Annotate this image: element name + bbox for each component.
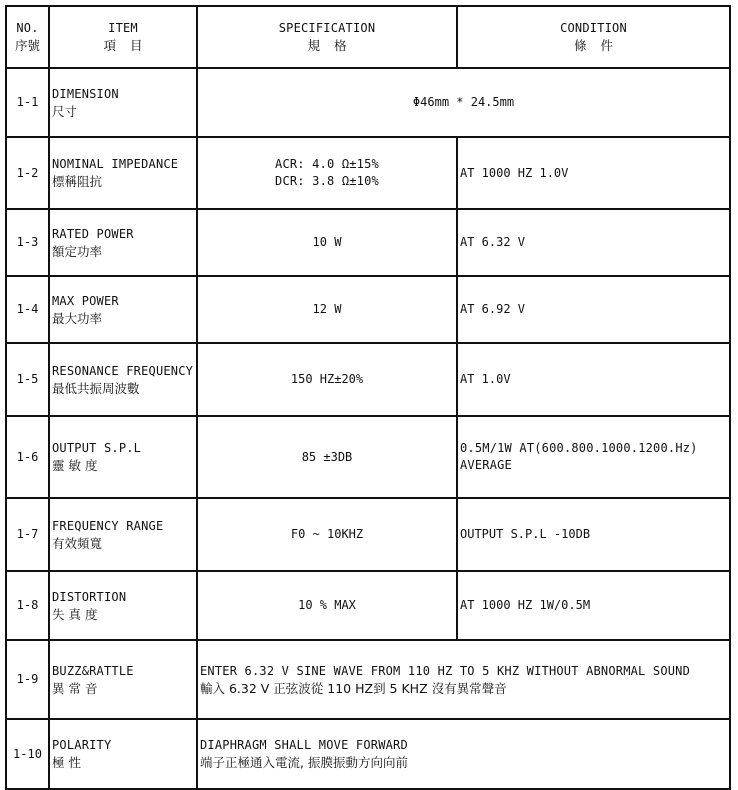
item-cell: [49, 68, 197, 137]
spec-value: 10 W: [197, 209, 457, 276]
header-no-en: NO.: [16, 21, 39, 35]
table-row: [6, 416, 730, 498]
item-en: RATED POWER: [52, 226, 134, 241]
table-row: [6, 719, 730, 789]
description-cell: [197, 640, 730, 719]
condition-value: [457, 416, 730, 498]
item-en: OUTPUT S.P.L: [52, 441, 142, 455]
spec-value: 85 ±3DB: [197, 416, 457, 498]
spec-line-dcr: DCR: 3.8 Ω±10%: [275, 174, 379, 188]
description-zh: 端子正極通入電流, 振膜振動方向向前: [200, 755, 408, 770]
table-row: [6, 68, 730, 137]
header-spec-en: SPECIFICATION: [278, 21, 376, 35]
item-en: BUZZ&RATTLE: [52, 663, 134, 678]
item-en: FREQUENCY RANGE: [52, 518, 164, 533]
item-en: NOMINAL IMPEDANCE: [52, 157, 179, 171]
item-zh: 額定功率: [52, 243, 103, 259]
spec-table: [5, 5, 731, 790]
condition-value: AT 1.0V: [457, 343, 730, 416]
row-number: 1-6: [6, 416, 49, 498]
spec-line-acr: ACR: 4.0 Ω±15%: [275, 157, 379, 171]
item-cell: [49, 276, 197, 343]
item-en: DIMENSION: [52, 86, 119, 101]
row-number: 1-2: [6, 137, 49, 209]
header-spec-zh: 規格: [307, 38, 361, 53]
row-number: 1-8: [6, 571, 49, 640]
header-no-zh: 序號: [14, 38, 40, 53]
item-cell: [49, 640, 197, 719]
row-number: 1-3: [6, 209, 49, 276]
item-zh: 異 常 音: [52, 680, 98, 696]
condition-value: AT 1000 HZ 1.0V: [457, 137, 730, 209]
spec-value: 150 HZ±20%: [197, 343, 457, 416]
item-cell: [49, 571, 197, 640]
row-number: 1-7: [6, 498, 49, 571]
row-number: 1-1: [6, 68, 49, 137]
item-cell: [49, 416, 197, 498]
item-zh: 最大功率: [52, 310, 103, 326]
description-en: DIAPHRAGM SHALL MOVE FORWARD: [200, 738, 408, 752]
table-row: [6, 137, 730, 209]
table-row: [6, 571, 730, 640]
row-number: 1-4: [6, 276, 49, 343]
spec-value: 12 W: [197, 276, 457, 343]
condition-value: AT 1000 HZ 1W/0.5M: [457, 571, 730, 640]
table-row: [6, 343, 730, 416]
item-cell: [49, 209, 197, 276]
item-cell: [49, 137, 197, 209]
row-number: 1-10: [6, 719, 49, 789]
condition-line-2: AVERAGE: [460, 458, 512, 472]
description-cell: [197, 719, 730, 789]
condition-line-1: 0.5M/1W AT(600.800.1000.1200.Hz): [460, 441, 698, 455]
item-en: RESONANCE FREQUENCY: [52, 363, 194, 378]
header-item-en: ITEM: [108, 21, 138, 35]
item-zh: 極 性: [52, 755, 81, 770]
header-cond-en: CONDITION: [560, 21, 627, 35]
spec-table-frame: [5, 5, 729, 784]
table-row: [6, 640, 730, 719]
condition-value: AT 6.92 V: [457, 276, 730, 343]
item-cell: [49, 719, 197, 789]
item-en: POLARITY: [52, 738, 112, 752]
item-zh: 最低共振周波數: [52, 380, 140, 396]
item-cell: [49, 498, 197, 571]
table-row: [6, 498, 730, 571]
item-en: DISTORTION: [52, 589, 127, 604]
table-row: [6, 209, 730, 276]
table-row: [6, 276, 730, 343]
item-cell: [49, 343, 197, 416]
spec-value: F0 ~ 10KHZ: [197, 498, 457, 571]
condition-value: OUTPUT S.P.L -10DB: [457, 498, 730, 571]
item-zh: 標稱阻抗: [52, 174, 103, 189]
row-number: 1-5: [6, 343, 49, 416]
item-zh: 有效頻寬: [52, 535, 103, 551]
item-zh: 失 真 度: [52, 606, 98, 622]
header-no: [6, 6, 49, 68]
row-number: 1-9: [6, 640, 49, 719]
spec-value: 10 % MAX: [197, 571, 457, 640]
spec-value: [197, 137, 457, 209]
item-zh: 尺寸: [52, 103, 78, 119]
spec-value: Φ46mm * 24.5mm: [197, 68, 730, 137]
header-condition: [457, 6, 730, 68]
table-header-row: [6, 6, 730, 68]
item-en: MAX POWER: [52, 293, 119, 308]
condition-value: AT 6.32 V: [457, 209, 730, 276]
header-specification: [197, 6, 457, 68]
item-zh: 靈 敏 度: [52, 458, 98, 473]
description-en: ENTER 6.32 V SINE WAVE FROM 110 HZ TO 5 KHZ WITHOUT ABNORMAL SOUND: [200, 663, 691, 678]
header-item-zh: 項目: [103, 38, 157, 53]
description-zh: 輸入 6.32 V 正弦波從 110 HZ到 5 KHZ 沒有異常聲音: [200, 680, 507, 696]
header-item: [49, 6, 197, 68]
header-cond-zh: 條件: [573, 38, 627, 53]
